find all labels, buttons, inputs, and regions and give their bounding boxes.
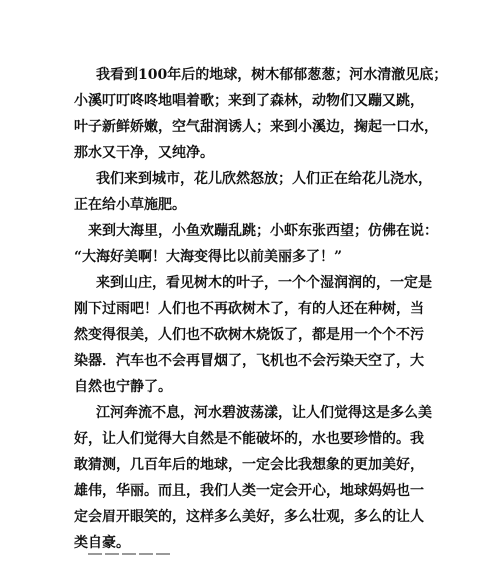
paragraph-4-line-5: 自然也宁静了。 xyxy=(74,379,172,395)
paragraph-5-line-6: 类自豪。 xyxy=(74,535,130,551)
paragraph-4-line-4: 染器．汽车也不会再冒烟了，飞机也不会污染天空了，大 xyxy=(74,353,424,369)
paragraph-4-line-3: 然变得很美，人们也不砍树木烧饭了，都是用一个个不污 xyxy=(74,327,424,343)
paragraph-1-line-3: 叶子新鲜娇嫩，空气甜润诱人；来到小溪边，掬起一口水， xyxy=(74,119,438,135)
paragraph-5-line-5: 定会眉开眼笑的，这样多么美好，多么壮观，多么的让人 xyxy=(74,509,424,525)
cut-off-glyph xyxy=(122,553,136,565)
paragraph-5-line-4: 雄伟，华丽。而且，我们人类一定会开心，地球妈妈也一 xyxy=(74,483,424,499)
cut-off-glyph xyxy=(105,553,119,565)
paragraph-1-line-4: 那水又干净，又纯净。 xyxy=(74,145,214,161)
paragraph-5-line-2: 好，让人们觉得大自然是不能破坏的，水也要珍惜的。我 xyxy=(74,431,424,447)
paragraph-2-line-1: 我们来到城市，花儿欣然怒放；人们正在给花儿浇水， xyxy=(96,171,432,187)
paragraph-3-line-1: 来到大海里，小鱼欢蹦乱跳；小虾东张西望；仿佛在说： xyxy=(88,223,438,239)
cut-off-glyph xyxy=(156,553,170,565)
paragraph-5-line-1: 江河奔流不息，河水碧波荡漾，让人们觉得这是多么美 xyxy=(96,405,432,421)
paragraph-1-line-1: 我看到100年后的地球，树木郁郁葱葱；河水清澈见底； xyxy=(96,67,448,83)
cut-off-text-fragment xyxy=(88,553,198,565)
paragraph-1-line-2: 小溪叮叮咚咚地唱着歌；来到了森林，动物们又蹦又跳， xyxy=(74,93,424,109)
cut-off-glyph xyxy=(139,553,153,565)
cut-off-glyph xyxy=(88,553,102,565)
paragraph-4-line-1: 来到山庄，看见树木的叶子，一个个湿润润的，一定是 xyxy=(96,275,432,291)
paragraph-5-line-3: 敢猜测，几百年后的地球，一定会比我想象的更加美好， xyxy=(74,457,424,473)
paragraph-2-line-2: 正在给小草施肥。 xyxy=(74,197,186,213)
essay-body xyxy=(74,62,448,556)
paragraph-3-line-2: “大海好美啊！大海变得比以前美丽多了！” xyxy=(74,249,343,265)
paragraph-4-line-2: 刚下过雨吧！人们也不再砍树木了，有的人还在种树，当 xyxy=(74,301,424,317)
